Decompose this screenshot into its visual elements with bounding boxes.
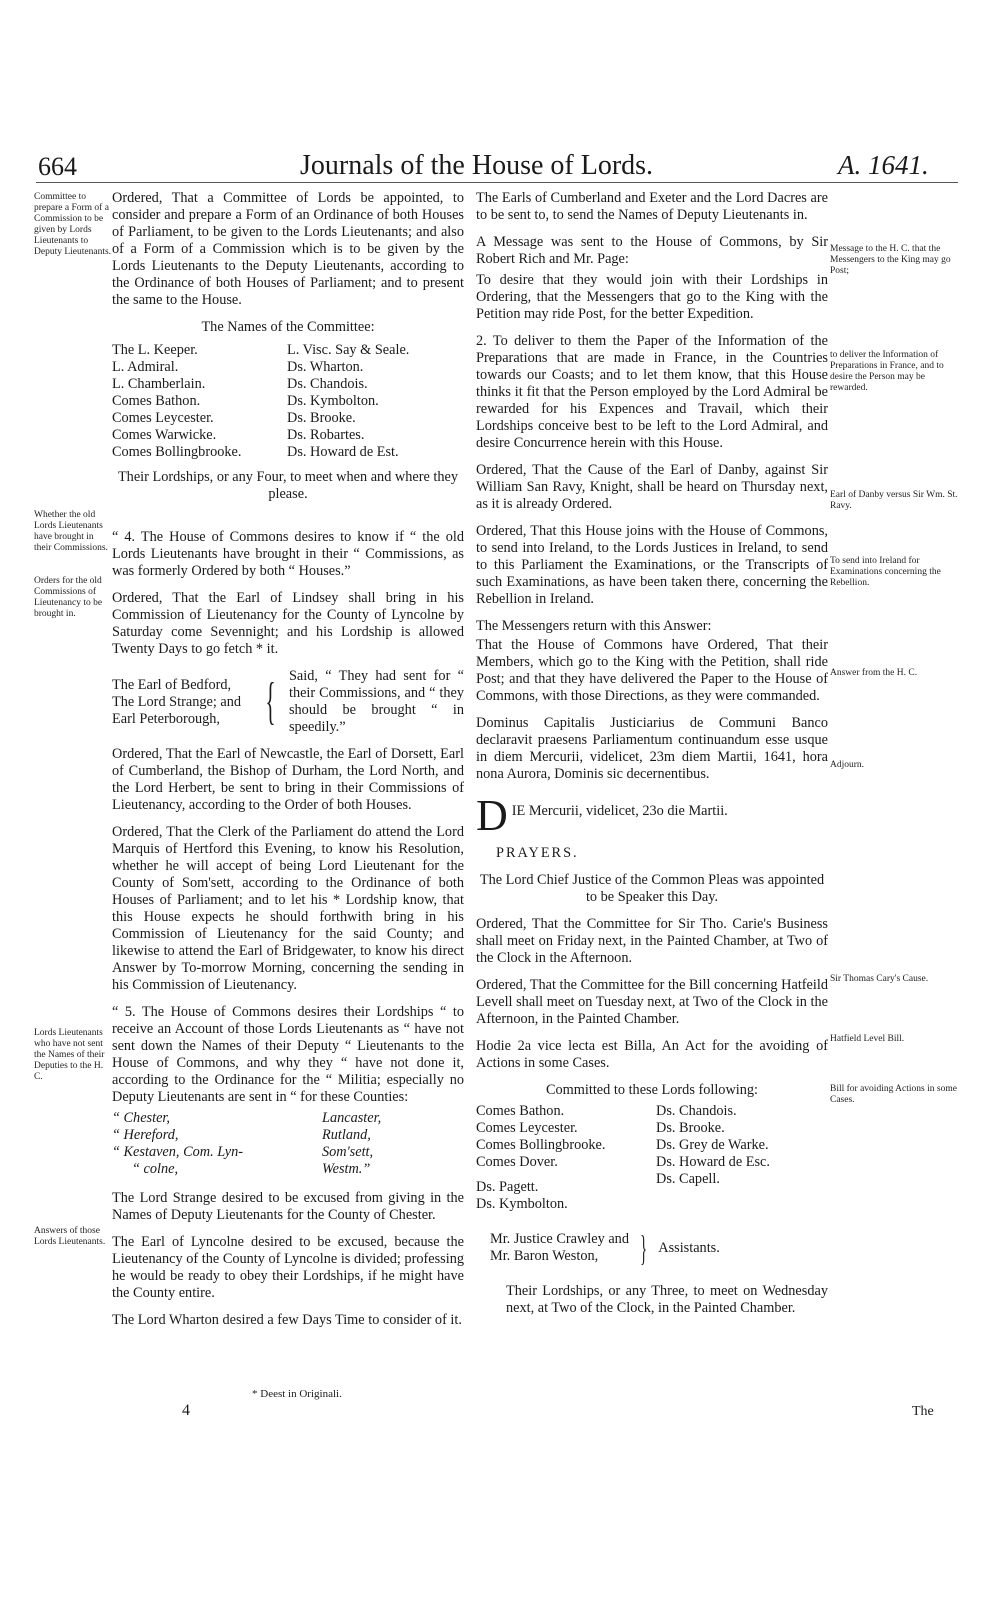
footnote: * Deest in Originali. [252,1388,342,1400]
list-item: Ds. Brooke. [287,410,356,426]
paragraph: Ordered, That the Earl of Lindsey shall bring in his Commission of Lieutenancy for the County of Lyncolne by Saturday come Sevennight; and his Lordship is allowed Twenty Days to go fetch * it. [112,590,464,657]
list-item: Comes Bathon. [112,393,201,409]
list-spacer [476,1171,656,1179]
year: A. 1641. [838,150,929,180]
margin-note: To send into Ireland for Examinations concerning the Rebellion. [830,556,941,588]
brace-glyph: { [265,673,276,730]
paragraph: Ordered, That a Committee of Lords be appointed, to consider and prepare a Form of an Ordinance of both Houses of Parliament, to be given to the Lords Lieutenants; and also of a Form of a Commission which is to be given by the Lords Lieutenants to the Deputy Lieutenants, according to the Ordinance of both Houses of Parliament; and to present the same to the House. [112,190,464,308]
running-title: Journals of the House of Lords. [300,150,654,181]
list-item: L. Chamberlain. [112,376,206,392]
list-item: Ds. Chandois. [656,1103,737,1119]
margin-note: Bill for avoiding Actions in some Cases. [830,1084,957,1105]
paragraph: The Messengers return with this Answer: [476,618,712,634]
list-item: The L. Keeper. [112,342,198,358]
paragraph: The Lord Strange desired to be excused from giving in the Names of Deputy Lieutenants for the County of Chester. [112,1190,464,1223]
paragraph: Their Lordships, or any Four, to meet when and where they please. [117,469,459,502]
paragraph: Ordered, That the Cause of the Earl of Danby, against Sir William San Ravy, Knight, shall be heard on Thursday next, as it is already Ordered. [476,462,828,512]
list-item: Ds. Brooke. [656,1120,725,1136]
margin-note: Lords Lieutenants who have not sent the Names of their Deputies to the H. C. [34,1028,105,1082]
paragraph: A Message was sent to the House of Commons, by Sir Robert Rich and Mr. Page: [476,234,828,267]
list-item: Comes Dover. [476,1154,558,1170]
list-item: Mr. Justice Crawley and [490,1231,629,1247]
list-item: “ Kestaven, Com. Lyn- [112,1144,244,1160]
list-item: Ds. Chandois. [287,376,368,392]
day-heading-text: IE Mercurii, videlicet, 23o die Martii. [511,803,728,819]
assistants-label: Assistants. [658,1239,720,1256]
list-item: L. Admiral. [112,359,179,375]
list-item: Mr. Baron Weston, [490,1248,599,1264]
list-item: Comes Bollingbrooke. [476,1137,606,1153]
prayers-heading: PRAYERS. [496,845,579,861]
list-item: Comes Bollingbrooke. [112,444,242,460]
list-item: Ds. Robartes. [287,427,365,443]
brace-text: Said, “ They had sent for “ their Commissions, and “ they should be brought “ in speedily.” [288,668,464,735]
margin-note: Message to the H. C. that the Messengers to the King may go Post; [830,244,951,276]
list-item: Ds. Howard de Esc. [656,1154,770,1170]
committee-list [112,342,464,461]
paragraph: Ordered, That the Committee for Sir Tho. Carie's Business shall meet on Friday next, in the Painted Chamber, at Two of the Clock in the Afternoon. [476,916,828,966]
list-item: Ds. Pagett. [476,1179,539,1195]
paragraph: “ 4. The House of Commons desires to know if “ the old Lords Lieutenants have brought in their “ Commissions, as was formerly Ordered by both “ Houses.” [112,529,464,579]
list-item: Westm.” [322,1161,371,1177]
list-item: L. Visc. Say & Seale. [287,342,410,358]
paragraph: The Earls of Cumberland and Exeter and the Lord Dacres are to be sent to, to send the Names of Deputy Lieutenants in. [476,190,828,223]
list-item: Rutland, [322,1127,371,1143]
margin-note: Adjourn. [830,760,865,770]
catchword: The [912,1404,934,1419]
paragraph: Dominus Capitalis Justiciarius de Communi Banco declaravit praesens Parliamentum continuandum esse usque in diem Mercurii, videlicet, 23m diem Martii, 1641, hora nona Aurora, Dominis sic decernentibus. [476,715,828,782]
day-heading [476,797,828,835]
list-item: Comes Leycester. [112,410,214,426]
header-rule [36,182,958,183]
paragraph: Ordered, That the Clerk of the Parliament do attend the Lord Marquis of Hertford this Evening, to know his Resolution, whether he will accept of being Lord Lieutenant for the County of Som'sett, according to the Ordinance of both Houses of Parliament; and to let his * Lordship know, that this House expects he should forthwith bring in his Commission of Lieutenancy for the said County; and likewise to attend the Earl of Bridgewater, to know his direct Answer by To-morrow Morning, concerning the sending in his Commission of Lieutenancy. [112,824,464,993]
paragraph: To desire that they would join with their Lordships in Ordering, that the Messengers that go to the King with the Petition may ride Post, for the better Expedition. [476,272,828,322]
list-item: Ds. Capell. [656,1171,720,1187]
paragraph: Ordered, That the Committee for the Bill concerning Hatfeild Levell shall meet on Tuesday next, at Two of the Clock in the Afternoon, in the Painted Chamber. [476,977,828,1027]
left-column [112,190,464,1339]
paragraph: Ordered, That this House joins with the House of Commons, to send into Ireland, to the Lords Justices in Ireland, to send to this Parliament the Examinations, or the Transcripts of such Examinations, as have been taken there, concerning the Rebellion in Ireland. [476,523,828,607]
margin-note: Answer from the H. C. [830,668,918,678]
margin-note: Committee to prepare a Form of a Commission to be given by Lords Lieutenants to Deputy Lieutenants. [34,192,112,257]
signature-mark: 4 [182,1402,190,1419]
margin-note: Orders for the old Commissions of Lieutenancy to be brought in. [34,576,103,619]
list-item: The Lord Strange; and [112,693,242,710]
assistants-block [476,1223,828,1273]
list-item: “ colne, [132,1161,179,1177]
county-list [112,1110,464,1178]
list-item: Ds. Howard de Est. [287,444,399,460]
committed-heading: Committed to these Lords following: [545,1082,759,1098]
margin-note: Answers of those Lords Lieutenants. [34,1226,106,1247]
list-item: Comes Bathon. [476,1103,565,1119]
paragraph: The Earl of Lyncolne desired to be excused, because the Lieutenancy of the County of Lyncolne is divided; professing he would be ready to obey their Lordships, if he might have the County entire. [112,1234,464,1301]
list-item: Som'sett, [322,1144,374,1160]
drop-capital: D [476,797,508,835]
list-item: “ Chester, [112,1110,170,1126]
list-item: Comes Leycester. [476,1120,578,1136]
list-item: Earl Peterborough, [112,710,220,727]
margin-note: Whether the old Lords Lieutenants have brought in their Commissions. [34,510,108,553]
list-item: Ds. Grey de Warke. [656,1137,769,1153]
paragraph: Their Lordships, or any Three, to meet on Wednesday next, at Two of the Clock, in the Painted Chamber. [506,1283,828,1316]
paragraph: The Lord Wharton desired a few Days Time to consider of it. [112,1312,462,1328]
list-item: Ds. Kymbolton. [287,393,379,409]
margin-note: Hatfield Level Bill. [830,1034,905,1044]
brace-block [112,668,464,736]
lords-list [476,1103,828,1213]
committee-heading: The Names of the Committee: [201,319,375,335]
page-number: 664 [38,152,77,181]
paragraph: Ordered, That the Earl of Newcastle, the Earl of Dorsett, Earl of Cumberland, the Bishop of Durham, the Lord North, and the Lord Herbert, be sent to bring in their Commissions of Lieutenancy, according to the Order of both Houses. [112,746,464,813]
margin-note: to deliver the Information of Preparations in France, and to desire the Person may be rewarded. [830,350,944,393]
paragraph: 2. To deliver to them the Paper of the Information of the Preparations that are made in France, in the Countries towards our Coasts; and to let them know, that this House thinks it fit that the Person employed by the Lord Admiral be rewarded for his Expences and Travail, which their Lordships conceive best to be left to the Lord Admiral, and desire Concurrence herein with this House. [476,333,828,451]
paragraph: The Lord Chief Justice of the Common Pleas was appointed to be Speaker this Day. [479,872,825,905]
list-item: The Earl of Bedford, [112,676,232,693]
list-item: Comes Warwicke. [112,427,217,443]
margin-note: Sir Thomas Cary's Cause. [830,974,929,984]
margin-note: Earl of Danby versus Sir Wm. St. Ravy. [830,490,958,511]
right-column [476,190,828,1327]
paragraph: “ 5. The House of Commons desires their Lordships “ to receive an Account of those Lords Lieutenants as “ have not sent down the Names of their Deputy “ Lieutenants to the House of Commons, and why they “ have not done it, according to the Ordinance for the “ Militia; especially no Deputy Lieutenants are sent in “ for these Counties: [112,1004,464,1105]
list-item: Ds. Kymbolton. [476,1196,568,1212]
list-item: “ Hereford, [112,1127,179,1143]
paragraph: That the House of Commons have Ordered, That their Members, which go to the King with the Petition, shall ride Post; and that they have delivered the Paper to the House of Commons, with those Directions, as they were commanded. [476,637,828,704]
list-item: Ds. Wharton. [287,359,364,375]
list-item: Lancaster, [322,1110,382,1126]
paragraph: Hodie 2a vice lecta est Billa, An Act for the avoiding of Actions in some Cases. [476,1038,828,1071]
brace-glyph: } [640,1228,648,1268]
